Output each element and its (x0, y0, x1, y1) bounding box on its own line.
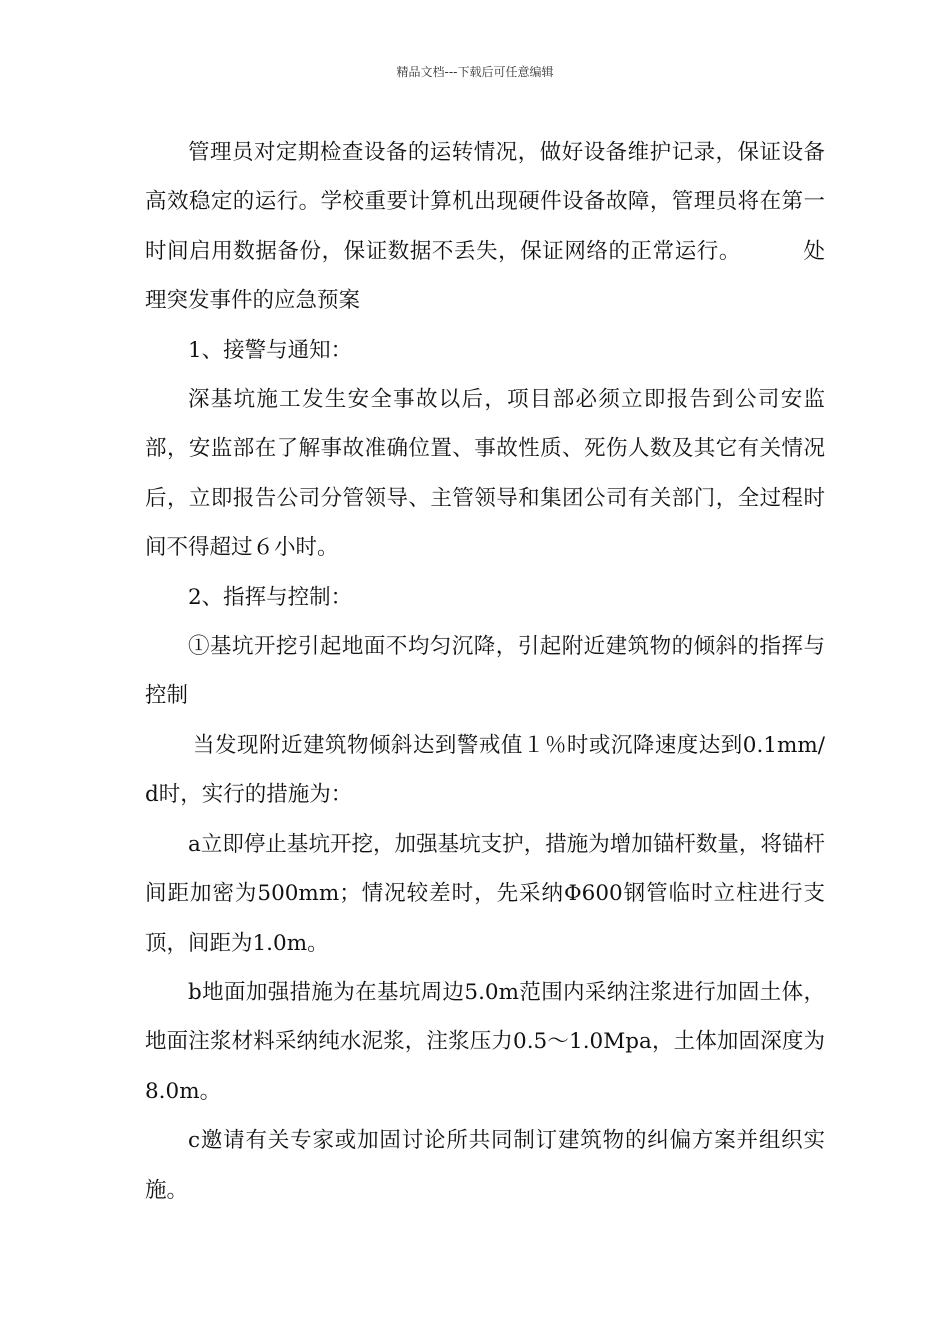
document-body (145, 128, 825, 1215)
paragraph-settlement-control: ①基坑开挖引起地面不均匀沉降，引起附近建筑物的倾斜的指挥与控制 (145, 634, 825, 709)
paragraph-warning-measures: 当发现附近建筑物倾斜达到警戒值１％时或沉降速度达到0.1mm/d时，实行的措施为： (145, 732, 825, 808)
paragraph-command-control-heading: 2、指挥与控制： (188, 584, 353, 610)
page-header: 精品文档---下载后可任意编辑 (396, 65, 554, 79)
paragraph-maintenance-text: 管理员对定期检查设备的运转情况，做好设备维护记录，保证设备高效稳定的运行。学校重要计算机出现硬件设备故障，管理员将在第一时间启用数据备份，保证数据不丢失，保证网络的正常运行。 (145, 140, 825, 264)
paragraph-alarm-notification: 深基坑施工发生安全事故以后，项目部必须立即报告到公司安监部，安监部在了解事故准确位置、事故性质、死伤人数及其它有关情况后，立即报告公司分管领导、主管领导和集团公司有关部门，全过程时间不得超过６小时。 (145, 387, 825, 561)
paragraph-maintenance (145, 128, 825, 326)
paragraph-measure-a: a立即停止基坑开挖，加强基坑支护，措施为增加锚杆数量，将锚杆间距加密为500mm；情况较差时，先采纳Φ600钢管临时立柱进行支顶，间距为1.0m。 (145, 831, 825, 956)
paragraph-alarm-notification-heading: 1、接警与通知： (188, 337, 353, 363)
paragraph-measure-b: b地面加强措施为在基坑周边5.0m范围内采纳注浆进行加固土体，地面注浆材料采纳纯水泥浆，注浆压力0.5～1.0Mpa，土体加固深度为8.0m。 (145, 979, 825, 1104)
paragraph-measure-c: c邀请有关专家或加固讨论所共同制订建筑物的纠偏方案并组织实施。 (145, 1128, 825, 1203)
section-heading-emergency-plan: 处理突发事件的应急预案 (145, 238, 825, 314)
